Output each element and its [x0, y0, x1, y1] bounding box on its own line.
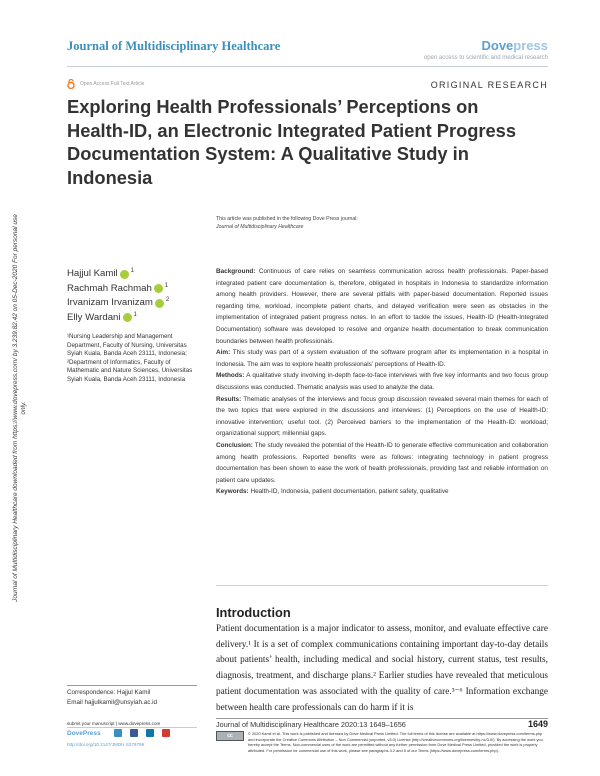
publication-note	[216, 216, 358, 231]
introduction-text: Patient documentation is a major indicator to assess, monitor, and evaluate effective care delivery.¹ It is a set of complex communications containing important day-to-day details about patients’ health, including medical and social history, current status, test results, diagnosis, treatment, and discharge plans.² Earlier studies have revealed that meticulous patient documentation was associated with the quality of care.³⁻⁶ Information exchange between health care professionals can do harm if it is	[216, 624, 548, 713]
publication-note-journal: Journal of Multidisciplinary Healthcare	[216, 223, 304, 230]
abstract-keywords	[216, 486, 548, 498]
abstract-text: The study revealed the potential of the Health-ID to generate effective communication and collaboration among health professions. Reported benefits were as follows: integrating technology in patient progress documentation has been shown to ease the work of health professionals, providing fast and reliable information on patient care updates.	[216, 441, 548, 484]
affiliation-sup: 1	[133, 311, 137, 318]
youtube-icon[interactable]	[162, 729, 170, 737]
footer-journal: Journal of Multidisciplinary Healthcare 2020:13 1649–1656	[216, 720, 406, 729]
abstract-label: Background:	[216, 268, 256, 275]
correspondence-email[interactable]: Email hajjulkamil@unsyiah.ac.id	[67, 699, 158, 706]
abstract	[216, 266, 548, 498]
author-name[interactable]: Hajjul Kamil	[67, 268, 118, 279]
author-item[interactable]	[67, 267, 169, 282]
cc-license-icon[interactable]: cc	[216, 731, 244, 741]
doi-link[interactable]: http://doi.org/10.2147/JMDH.S279796	[67, 742, 145, 747]
author-item[interactable]	[67, 296, 169, 311]
license-text: © 2020 Kamil et al. This work is published and licensed by Dove Medical Press Limited. The full terms of this license are available at https://www.dovepress.com/terms.php and incorporate the Creative Commons Attribution – Non Commercial (unported, v3.0) License (http://creativecommons.org/licenses/by-nc/3.0/). By accessing the work you hereby accept the Terms. Non-commercial uses of the work are permitted without any further permission from Dove Medical Press Limited, provided the work is properly attributed. For permission for commercial use of this work, please see paragraphs 4.2 and 5 of our Terms (https://www.dovepress.com/terms.php).	[248, 731, 543, 753]
dovepress-small-logo[interactable]: DovePress	[67, 730, 101, 737]
abstract-aim	[216, 347, 548, 370]
dovepress-logo-main: Dove	[481, 38, 514, 53]
article-type: ORIGINAL RESEARCH	[430, 80, 548, 90]
author-item[interactable]	[67, 311, 169, 326]
affiliation-sup: 1	[164, 282, 169, 289]
affiliation-sup: 1	[130, 268, 134, 274]
abstract-methods	[216, 370, 548, 393]
affiliation-sup: 2	[165, 297, 170, 303]
open-access-icon	[67, 79, 75, 89]
author-name[interactable]: Rachmah Rachmah	[67, 282, 152, 294]
correspondence	[67, 688, 157, 708]
social-links	[114, 729, 170, 737]
linkedin-icon[interactable]	[146, 729, 154, 737]
abstract-label: Methods:	[216, 372, 245, 380]
license-block	[216, 731, 548, 753]
orcid-icon[interactable]	[154, 284, 163, 293]
abstract-text: A qualitative study involving in-depth face-to-face interviews with five key informants and two focus group discussions was conducted. Thematic analysis was used to analyze the data.	[216, 372, 548, 391]
article-title: Exploring Health Professionals’ Perceptions on Health-ID, an Electronic Integrated Patient Progress Documentation System: A Qualitative Study in Indonesia	[67, 96, 517, 188]
author-name[interactable]: Irvanizam Irvanizam	[67, 297, 153, 308]
abstract-text: Health-ID, Indonesia, patient documentation, patient safety, qualitative	[250, 488, 449, 496]
open-access-label	[67, 79, 144, 89]
orcid-icon[interactable]	[123, 313, 132, 322]
header-divider	[67, 66, 548, 67]
abstract-text: This study was part of a system evaluation of the software program after its implementation in a hospital in Indonesia. The aim was to explore health professionals’ perceptions of Health-ID.	[216, 349, 548, 368]
abstract-text: Thematic analyses of the interviews and focus group discussion revealed several main themes for each of the two topics that were explored in the discussions and interviews: (1) Perceptions on the use of Health-ID: innovative intervention; useful tool. (2) Perceived barriers to the implementation of the Health-ID: workload; organizational support; millennial gaps.	[216, 395, 548, 438]
dovepress-logo-sub: press	[513, 38, 548, 53]
abstract-label: Keywords:	[216, 488, 249, 496]
open-access-text: Open Access Full Text Article	[80, 81, 145, 87]
publication-note-line: This article was published in the following Dove Press journal:	[216, 216, 358, 222]
author-item[interactable]	[67, 282, 169, 297]
abstract-background	[216, 266, 548, 347]
author-list	[67, 267, 169, 325]
abstract-label: Conclusion:	[216, 441, 253, 449]
abstract-results	[216, 394, 548, 440]
footer-divider	[216, 718, 548, 719]
correspondence-divider	[67, 685, 197, 686]
dovepress-tagline: open access to scientific and medical research	[423, 55, 548, 61]
twitter-icon[interactable]	[114, 729, 122, 737]
abstract-divider	[216, 585, 548, 586]
abstract-label: Aim:	[216, 349, 231, 357]
introduction-heading: Introduction	[216, 605, 291, 620]
abstract-text: Continuous of care relies on seamless communication across health professionals. Paper-based integrated patient care documentation is, therefore, obligated in hospitals in Indonesia to standardize information among health providers. However, there are several pitfalls with paper-based documentation. Reported issues regarding time, workload, incomplete patient charts, and delayed verification were seen as obstacles in the implementation of integrated patient progress notes. In an effort to tackle the issues, Health-ID (Health-Integrated Documentation) software was developed to resolve and organize health documentation to break communication boundaries between health professionals.	[216, 268, 548, 345]
abstract-label: Results:	[216, 395, 242, 403]
abstract-conclusion	[216, 440, 548, 486]
orcid-icon[interactable]	[120, 270, 129, 279]
page-number: 1649	[527, 719, 548, 729]
submit-manuscript-link[interactable]: submit your manuscript | www.dovepress.com	[67, 721, 161, 726]
dovepress-logo[interactable]	[482, 38, 549, 53]
author-name[interactable]: Elly Wardani	[67, 311, 121, 323]
download-sidebar-note: Journal of Multidisciplinary Healthcare downloaded from https://www.dovepress.com/ by 3.239.82.42 on 05-Dec-2020 For personal use only.	[12, 214, 27, 602]
affiliations: ¹Nursing Leadership and Management Department, Faculty of Nursing, Universitas Syiah Kuala, Banda Aceh 23111, Indonesia; ²Department of Informatics, Faculty of Mathematic and Nature Sciences, Universitas Syiah Kuala, Banda Aceh 23111, Indonesia	[67, 333, 193, 383]
correspondence-name: Correspondence: Hajjul Kamil	[67, 689, 151, 696]
submit-divider	[67, 727, 197, 728]
facebook-icon[interactable]	[130, 729, 138, 737]
orcid-icon[interactable]	[155, 299, 164, 308]
journal-name[interactable]: Journal of Multidisciplinary Healthcare	[67, 39, 281, 53]
